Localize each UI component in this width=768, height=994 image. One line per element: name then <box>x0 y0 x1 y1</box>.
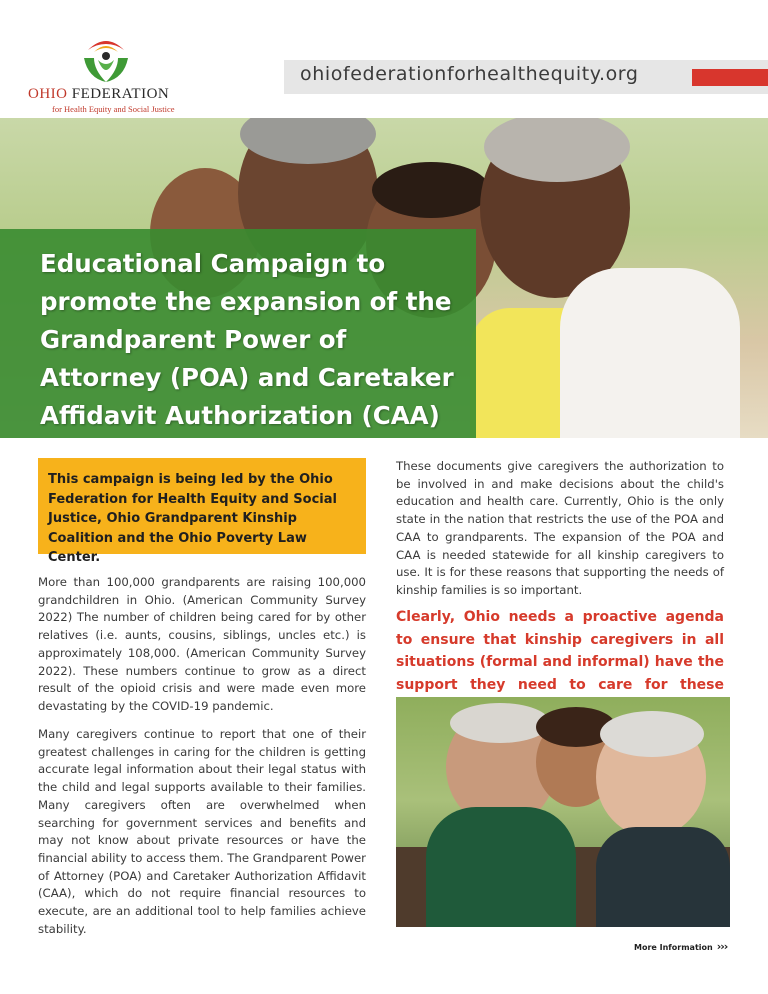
hero-section <box>0 118 768 438</box>
caregiver-challenges-paragraph: Many caregivers continue to report that one of their greatest challenges in caring for the children is getting accurate legal information about their legal status with the child and legal supports available to their families. Many caregivers often are overwhelmed when searching for government services and benefits and may not know about private resources or have the financial ability to access them. The Grandparent Power of Attorney (POA) and Caretaker Authorization Affidavit (CAA), which do not require financial resources to execute, are an additional tool to help families achieve stability. <box>38 727 366 936</box>
red-accent-bar <box>692 69 768 86</box>
organization-logo <box>28 36 188 112</box>
call-to-action-statement: Clearly, Ohio needs a proactive agenda to ensure that kinship caregivers in all situations (formal and informal) have the support they need to care for these <box>396 609 724 693</box>
more-information-label: More Information <box>634 943 713 952</box>
campaign-leaders-callout <box>38 458 366 565</box>
logo-tagline: for Health Equity and Social Justice <box>52 104 175 114</box>
hero-title-panel <box>0 229 476 438</box>
callout-text: This campaign is being led by the Ohio Federation for Health Equity and Social Justice, Ohio Grandparent Kinship Coalition and the Ohio Poverty Law Center. <box>48 472 337 565</box>
logo-wordmark: OHIO FEDERATION <box>28 86 170 102</box>
more-information-link[interactable] <box>634 940 727 953</box>
documents-paragraph: These documents give caregivers the authorization to be involved in and make decisions about the child's education and health care. Currently, Ohio is the only state in the nation that restricts the use of the POA and CAA to grandparents. The expansion of the POA and CAA is needed statewide for all kinship caregivers to use. It is for these reasons that supporting the needs of kinship families is so important. <box>396 459 724 597</box>
hands-logo-icon <box>78 36 134 86</box>
chevrons-right-icon: ››› <box>716 940 728 953</box>
statistics-paragraph: More than 100,000 grandparents are raising 100,000 grandchildren in Ohio. (American Community Survey 2022) The number of children being cared for by other relatives (i.e. aunts, cousins, siblings, uncles etc.) is approximately 108,000. (American Community Survey 2022). These numbers continue to grow as a direct result of the opioid crisis and were made even more devastating by the COVID-19 pandemic. <box>38 575 366 713</box>
website-url-banner <box>284 60 768 94</box>
grandparents-with-grandson-photo <box>396 697 730 927</box>
website-url[interactable]: ohiofederationforhealthequity.org <box>300 63 639 85</box>
page-title: Educational Campaign to promote the expansion of the Grandparent Power of Attorney (POA) and Caretaker Affidavit Authorization (CAA) <box>40 249 454 430</box>
